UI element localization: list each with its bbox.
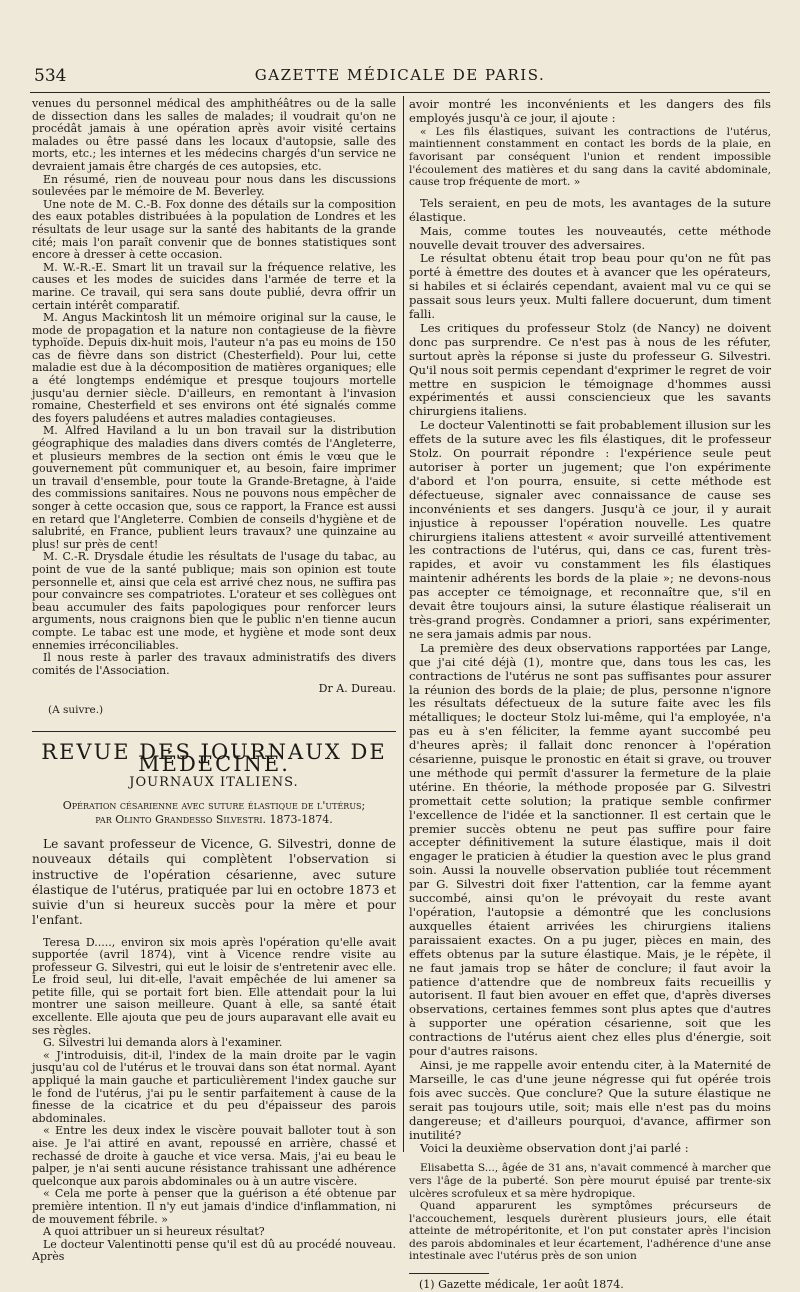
article-intro bbox=[32, 837, 396, 928]
footnote: (1) Gazette médicale, 1er août 1874. bbox=[419, 1278, 624, 1292]
observation-paragraph: Elisabetta S..., âgée de 31 ans, n'avait commencé à marcher que vers l'âge de la puberté. Son père mourut épuisé par trente-six ulcères scrofuleux et sa mère hydropique. bbox=[409, 1162, 771, 1200]
column-divider bbox=[403, 96, 404, 1152]
running-head: GAZETTE MÉDICALE DE PARIS. bbox=[254, 66, 546, 84]
header-rule bbox=[30, 92, 770, 93]
article-title bbox=[32, 799, 396, 827]
quote-paragraph: « Cela me porte à penser que la guérison a été obtenue par première intention. Il n'y eut jamais d'indice d'inflammation, ni de mouvement fébrile. » bbox=[32, 1187, 396, 1226]
section-subtitle: JOURNAUX ITALIENS. bbox=[129, 774, 299, 790]
paragraph: En résumé, rien de nouveau pour nous dans les discussions soulevées par le mémoire de M. Beverley. bbox=[32, 172, 396, 199]
observation-paragraph: Quand apparurent les symptômes précurseurs de l'accouchement, lesquels durèrent plusieurs jours, elle était atteinte de métropéritonite, et l'on put constater après l'incision des parois abdominales et leur écartement, l'adhérence d'une anse intestinale avec l'utérus près de son union bbox=[409, 1200, 771, 1263]
paragraph: avoir montré les inconvénients et les dangers des fils employés jusqu'à ce jour, il ajoute : bbox=[409, 97, 771, 125]
paragraph: Une note de M. C.-B. Fox donne des détails sur la composition des eaux potables distribuées à la population de Londres et les résultats de leur usage sur la santé des habitants de la grande cité; mais l'on paraît convenir que de bonnes statistiques sont encore à dresser à cette occasion. bbox=[32, 197, 396, 262]
paragraph: Le docteur Valentinotti se fait probablement illusion sur les effets de la suture avec les fils élastiques, dit le professeur Stolz. On pourrait répondre : l'expérience seule peut autoriser à porter un jugement; que l'on expérimente d'abord et l'on pourra, ensuite, si cette méthode est défectueuse, signaler avec connaissance de cause ses inconvénients et ses dangers. Jusqu'à ce jour, il y aurait injustice à repousser l'opération nouvelle. Les quatre chirurgiens italiens attestent « avoir surveillé attentivement les contractions de l'utérus, qui, dans ce cas, furent très-rapides, et avoir vu constamment les fils élastiques maintenir adhérents les bords de la plaie »; ne devons-nous pas accepter ce témoignage, et reconnaître que, s'il en devait être toujours ainsi, la suture élastique réaliserait un très-grand progrès. Condamner a priori, sans expérimenter, ne sera jamais admis par nous. bbox=[409, 418, 771, 641]
paragraph: Voici la deuxième observation dont j'ai parlé : bbox=[420, 1141, 689, 1156]
author-signature: Dr A. Dureau. bbox=[318, 682, 396, 696]
paragraph: Le résultat obtenu était trop beau pour qu'on ne fût pas porté à émettre des doutes et à avancer que les opérateurs, si habiles et si éclairés cependant, avaient mal vu ce qui se passait sous leurs yeux. Multi fallere docuerunt, dum timent falli. bbox=[409, 251, 771, 322]
paragraph: Il nous reste à parler des travaux administratifs des divers comités de l'Association. bbox=[32, 651, 396, 677]
paragraph: M. Alfred Haviland a lu un bon travail sur la distribution géographique des maladies dans divers comtés de l'Angleterre, et plusieurs membres de la section ont émis le vœu que le gouvernement pût communiquer et, au besoin, faire imprimer un travail d'ensemble, pour toute la Grande-Bretagne, à l'aide des commissions sanitaires. Nous ne pouvons nous empêcher de songer à cette occasion que, sous ce rapport, la France est aussi en retard que l'Angleterre. Combien de conseils d'hygiène et de salubrité, en France, publient leurs travaux? une quinzaine au plus! sur près de cent! bbox=[32, 424, 396, 551]
paragraph: Les critiques du professeur Stolz (de Nancy) ne doivent donc pas surprendre. Ce n'est pas à nous de les réfuter, surtout après la réponse si juste du professeur G. Silvestri. Qu'il nous soit permis cependant d'exprimer le regret de voir mettre en suspicion le témoignage d'hommes aussi expérimentés et aussi consciencieux que les savants chirurgiens italiens. bbox=[409, 320, 771, 419]
paragraph: La première des deux observations rapportées par Lange, que j'ai cité déjà (1), montre que, dans tous les cas, les contractions de l'utérus ne sont pas suffisantes pour assurer la réunion des bords de la plaie; de plus, personne n'ignore les résultats défectueux de la suture faite avec les fils métalliques; le docteur Stolz lui-même, qui l'a employée, n'a pas eu à s'en féliciter, la femme ayant succombé peu d'heures après; il fallait donc renoncer à l'opération césarienne, puisque le pronostic en était si grave, ou trouver une méthode qui permît d'assurer la fermeture de la plaie utérine. En théorie, la méthode proposée par G. Silvestri promettait cette solution; la pratique semble confirmer l'excellence de l'idée et la sanctionner. Il est certain que le premier succès obtenu ne peut pas suffire pour faire accepter définitivement la suture élastique, mais il doit engager le praticien à étudier la question avec le plus grand soin. Aussi la nouvelle observation publiée tout récemment par G. Silvestri doit fixer l'attention, car la femme ayant succombé, ainsi qu'on le prévoyait du reste avant l'opération, l'autopsie a démontré que les conclusions auxquelles étaient arrivées les chirurgiens italiens paraissaient exactes. On a pu juger, pièces en main, des effets obtenus par la suture élastique. Mais, je le répète, il ne faut jamais trop se hâter de conclure; il faut avoir la patience d'attendre que de nombreux faits recueillis y autorisent. Il faut bien avouer en effet que, d'après diverses observations, certaines femmes sont plus aptes que d'autres à supporter une opération césarienne, soit que les contractions de l'utérus aient chez elles plus d'énergie, soit pour d'autres raisons. bbox=[409, 640, 771, 1059]
section-title: REVUE DES JOURNAUX DE MÉDECINE. bbox=[41, 739, 387, 777]
paragraph: M. W.-R.-E. Smart lit un travail sur la fréquence relative, les causes et les modes de suicides dans l'armée de terre et la marine. Ce travail, qui sera sans doute publié, devra offrir un certain intérêt comparatif. bbox=[32, 260, 396, 312]
section-separator bbox=[32, 731, 396, 732]
paragraph: M. Angus Mackintosh lit un mémoire original sur la cause, le mode de propagation et la nature non contagieuse de la fièvre typhoïde. Depuis dix-huit mois, l'auteur n'a pas eu moins de 150 cas de fièvre dans son district (Chesterfield). Pour lui, cette maladie est due à la décomposition de matières organiques; elle a été longtemps endémique et presque toujours mortelle jusqu'au dernier siècle. D'ailleurs, en remontant à l'invasion romaine, Chesterfield et ses environs ont été signalés comme des foyers paludéens et autres maladies contagieuses. bbox=[32, 311, 396, 425]
footnote-rule bbox=[409, 1273, 489, 1274]
paragraph: Le savant professeur de Vicence, G. Silvestri, donne de nouveaux détails qui complètent l'observation si instructive de l'opération césarienne, avec suture élastique de l'utérus, pratiquée par lui en octobre 1873 et suivie d'un si heureux succès pour la mère et pour l'enfant. bbox=[32, 837, 396, 928]
paragraph: venues du personnel médical des amphithéâtres ou de la salle de dissection dans les salles de malades; il voudrait qu'on ne procédât jamais à une opération après avoir visité certains malades ou être passé dans les locaux d'autopsie, salle des morts, etc.; les internes et les médecins chargés d'un service ne devraient jamais être chargés de ces autopsies, etc. bbox=[32, 97, 396, 173]
to-be-continued: (A suivre.) bbox=[48, 703, 104, 716]
page-number: 534 bbox=[34, 66, 67, 86]
paragraph: Teresa D....., environ six mois après l'opération qu'elle avait supportée (avril 1874), vint à Vicence rendre visite au professeur G. Silvestri, qui eut le loisir de s'entretenir avec elle. Le froid seul, lui dit-elle, l'avait empêchée de lui amener sa petite fille, qui se portait fort bien. Elle attendait pour la lui montrer une saison meilleure. Quant à elle, sa santé était excellente. Elle ajouta que peu de jours auparavant elle avait eu ses règles. bbox=[32, 935, 396, 1037]
page-header bbox=[30, 62, 770, 88]
quote-paragraph: « J'introduisis, dit-il, l'index de la main droite par le vagin jusqu'au col de l'utérus et le trouvai dans son état normal. Ayant appliqué la main gauche et particulièrement l'index gauche sur le fond de l'utérus, j'ai pu le sentir parfaitement à cause de la finesse de la cicatrice et du peu d'épaisseur des parois abdominales. bbox=[32, 1048, 396, 1125]
paragraph: Tels seraient, en peu de mots, les avantages de la suture élastique. bbox=[409, 195, 771, 224]
paragraph: G. Silvestri lui demanda alors à l'examiner. bbox=[43, 1036, 283, 1050]
paragraph: A quoi attribuer un si heureux résultat? bbox=[43, 1225, 265, 1239]
paragraph: Mais, comme toutes les nouveautés, cette méthode nouvelle devait trouver des adversaires. bbox=[409, 223, 771, 252]
quote-paragraph: « Entre les deux index le viscère pouvait balloter tout à son aise. Je l'ai attiré en avant, repoussé en arrière, chassé et rechassé de droite à gauche et vice versa. Mais, j'ai eu beau le palper, je n'ai senti aucune résistance trahissant une adhérence quelconque aux parois abdominales ou à un autre viscère. bbox=[32, 1124, 396, 1188]
article-title-line: Opération césarienne avec suture élastique de l'utérus; bbox=[62, 799, 366, 813]
article-title-line: par Olinto Grandesso Silvestri. 1873-1874. bbox=[95, 813, 333, 827]
left-column bbox=[32, 97, 396, 1264]
paragraph: M. C.-R. Drysdale étudie les résultats de l'usage du tabac, au point de vue de la santé publique; mais son opinion est toute personnelle et, ainsi que cela est arrivé chez nous, ne suffira pas pour convaincre ses compatriotes. L'orateur et ses collègues ont beau accumuler des faits papologiques pour renforcer leurs arguments, nous craignons bien que le public n'en tienne aucun compte. Le tabac est une mode, et hygiène et mode sont deux ennemies irréconciliables. bbox=[32, 550, 396, 652]
paragraph: Ainsi, je me rappelle avoir entendu citer, à la Maternité de Marseille, le cas d'une jeune négresse qui fut opérée trois fois avec succès. Que conclure? Que la suture élastique ne serait pas toujours utile, soit; mais elle n'est pas du moins dangereuse; et d'ailleurs pourquoi, d'avance, affirmer son inutilité? bbox=[409, 1057, 771, 1142]
paragraph: Le docteur Valentinotti pense qu'il est dû au procédé nouveau. Après bbox=[32, 1237, 396, 1264]
quote-paragraph: « Les fils élastiques, suivant les contractions de l'utérus, maintiennent constamment en contact les bords de la plaie, en favorisant par conséquent l'union et rendent impossible l'écoulement des matières et du sang dans la cavité abdominale, cause trop fréquente de mort. » bbox=[409, 125, 771, 189]
right-column bbox=[409, 97, 771, 1292]
